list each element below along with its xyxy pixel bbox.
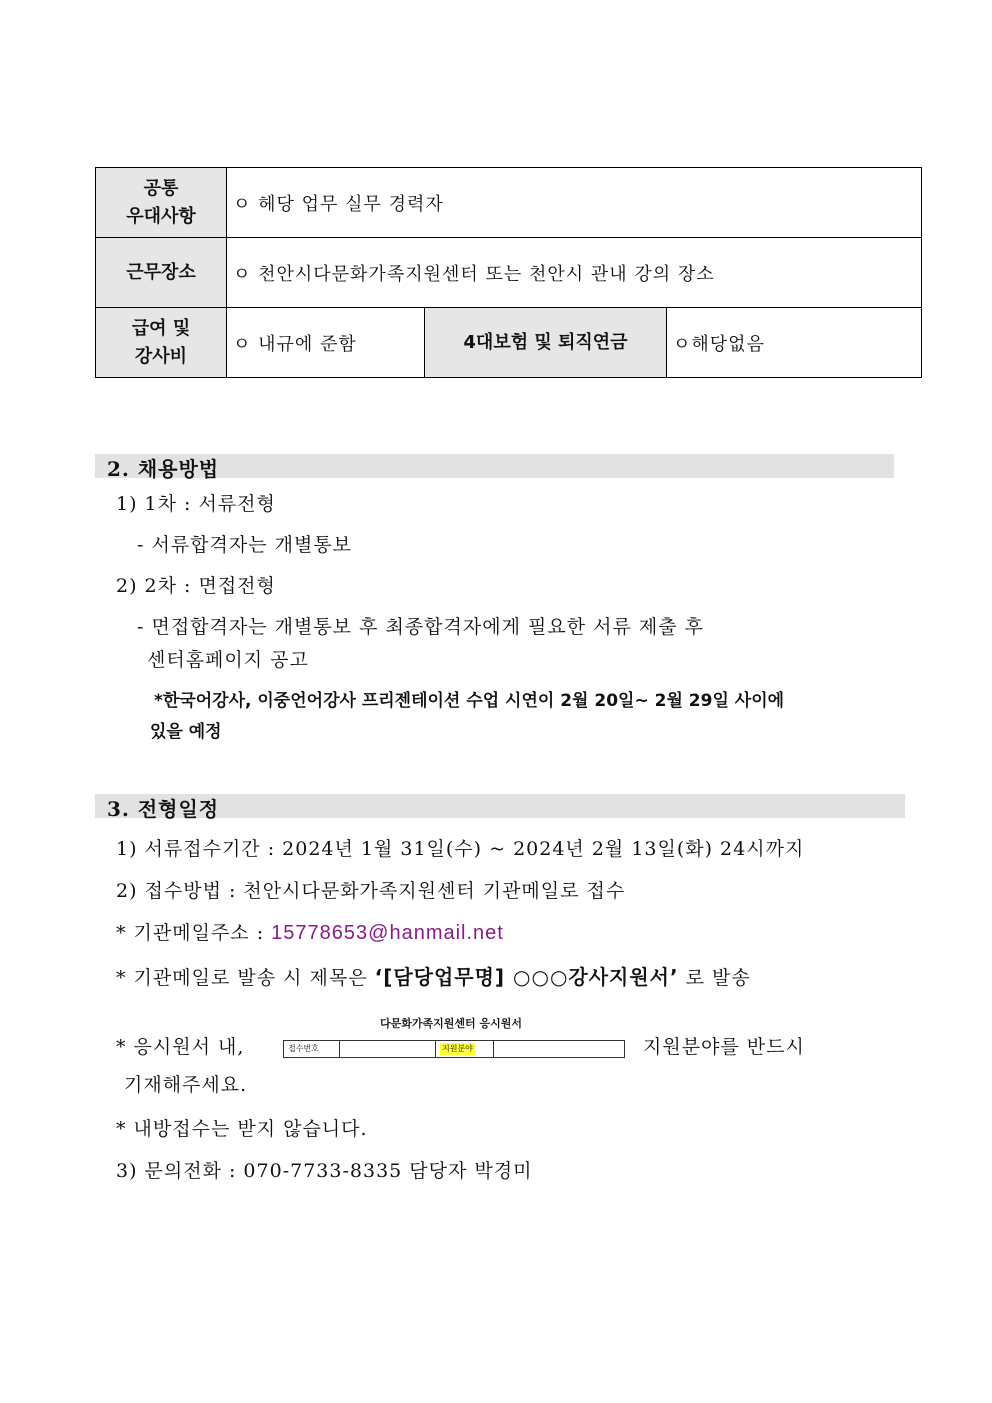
table-row xyxy=(96,308,922,378)
form-prefix: * 응시원서 내, xyxy=(116,1036,245,1058)
email-label: * 기관메일주소 : xyxy=(116,922,272,944)
section-2-step1-note: - 서류합격자는 개별통보 xyxy=(137,534,353,556)
section-3-contact: 3) 문의전화 : 070-7733-8335 담당자 박경미 xyxy=(116,1160,533,1182)
table-row xyxy=(96,238,922,308)
section-2-step2-note-2: 센터홈페이지 공고 xyxy=(147,649,309,671)
section-3-method: 2) 접수방법 : 천안시다문화가족지원센터 기관메일로 접수 xyxy=(116,880,626,902)
table-row xyxy=(96,168,922,238)
section-3-email-row xyxy=(116,918,504,945)
email-address[interactable]: 15778653@hanmail.net xyxy=(271,922,504,944)
form-suffix: 지원분야를 반드시 xyxy=(643,1036,805,1058)
form-snippet-title: 다문화가족지원센터 응시원서 xyxy=(380,1017,522,1030)
form-line2: 기재해주세요. xyxy=(124,1074,248,1096)
form-snippet xyxy=(283,1040,625,1058)
info-table xyxy=(95,167,922,378)
table-value-location: ㅇ 천안시다문화가족지원센터 또는 천안시 관내 강의 장소 xyxy=(227,238,922,308)
table-header-preference: 공통 우대사항 xyxy=(96,168,227,238)
form-snippet-highlight: 지원분야 xyxy=(442,1044,473,1053)
form-snippet-col-number: 접수번호 xyxy=(284,1041,340,1057)
table-header-location: 근무장소 xyxy=(96,238,227,308)
subject-format: ‘[담당업무명] ○○○강사지원서’ xyxy=(374,965,679,989)
form-snippet-col-field xyxy=(436,1041,494,1057)
table-value-salary: ㅇ 내규에 준함 xyxy=(227,308,425,378)
table-value-insurance: ㅇ해당없음 xyxy=(667,308,922,378)
table-header-insurance: 4대보험 및 퇴직연금 xyxy=(425,308,667,378)
section-2-step1: 1) 1차 : 서류전형 xyxy=(116,493,276,515)
section-2-notice-1: *한국어강사, 이중언어강사 프리젠테이션 수업 시연이 2월 20일~ 2월 29일 사이에 xyxy=(154,691,785,711)
section-3-title: 3. 전형일정 xyxy=(107,797,220,821)
section-3-subject-row xyxy=(116,961,751,990)
section-2-step2: 2) 2차 : 면접전형 xyxy=(116,575,276,597)
form-snippet-col-blank xyxy=(340,1041,436,1057)
section-2-title: 2. 채용방법 xyxy=(107,457,220,481)
table-header-salary: 급여 및 강사비 xyxy=(96,308,227,378)
table-value-preference: ㅇ 헤당 업무 실무 경력자 xyxy=(227,168,922,238)
subject-prefix: * 기관메일로 발송 시 제목은 xyxy=(116,967,375,989)
form-snippet-col-blank-2 xyxy=(494,1041,624,1057)
subject-suffix: 로 발송 xyxy=(678,967,751,989)
section-2-step2-note-1: - 면접합격자는 개별통보 후 최종합격자에게 필요한 서류 제출 후 xyxy=(137,616,704,638)
section-3-no-visit: * 내방접수는 받지 않습니다. xyxy=(116,1118,368,1140)
section-2-notice-2: 있을 예정 xyxy=(150,722,222,742)
section-3-period: 1) 서류접수기간 : 2024년 1월 31일(수) ~ 2024년 2월 13일(화) 24시까지 xyxy=(116,838,805,860)
